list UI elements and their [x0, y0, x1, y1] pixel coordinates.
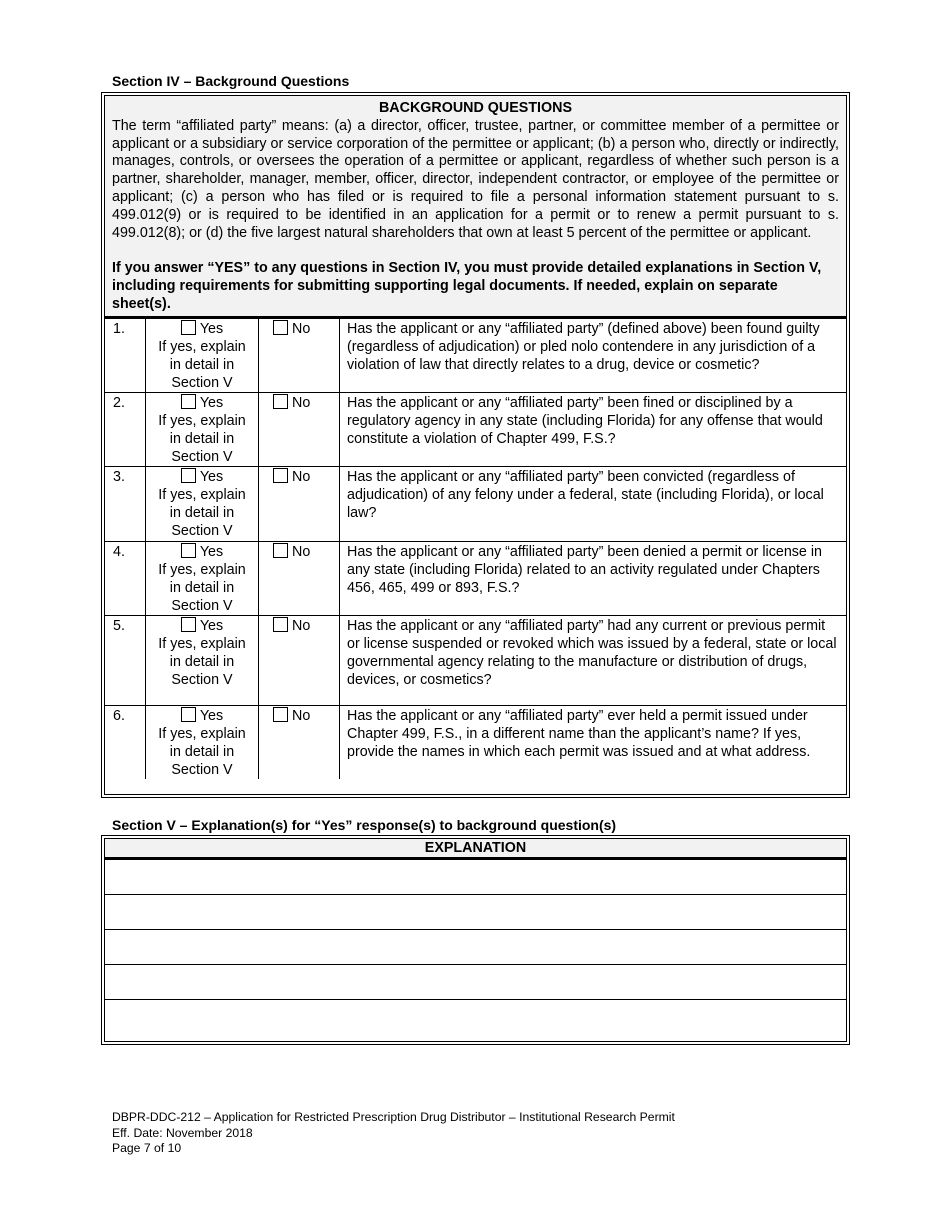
yes-checkbox[interactable] [181, 468, 196, 483]
question-text: Has the applicant or any “affiliated party” been denied a permit or license in any state (including Florida) related to an activity regulated under Chapters 456, 465, 499 or 893, F.S.? [340, 541, 847, 615]
no-label: No [292, 707, 311, 724]
question-text: Has the applicant or any “affiliated party” been fined or disciplined by a regulatory agency in any state (including Florida) for any offense that would constitute a violation of Chapter 499, F.S.? [340, 392, 847, 466]
question-row [105, 392, 846, 466]
explain-note: If yes, explain [158, 486, 246, 503]
question-number: 5. [105, 615, 146, 705]
explain-note: in detail in [169, 356, 235, 373]
yes-cell [146, 392, 259, 466]
yes-label: Yes [199, 394, 224, 411]
no-cell [259, 615, 340, 705]
no-cell [259, 541, 340, 615]
explanation-line[interactable] [105, 965, 846, 1000]
explain-note: If yes, explain [158, 635, 246, 652]
explanation-line[interactable] [105, 930, 846, 965]
explain-note: in detail in [169, 579, 235, 596]
question-row [105, 615, 846, 705]
yes-label: Yes [199, 320, 224, 337]
no-checkbox[interactable] [273, 543, 288, 558]
yes-answer-instruction: If you answer “YES” to any questions in Section IV, you must provide detailed explanations in Section V, including requirements for submitting supporting legal documents. If needed, explain on separate sheet(s). [112, 260, 822, 312]
yes-checkbox[interactable] [181, 320, 196, 335]
question-row [105, 319, 846, 393]
yes-cell [146, 615, 259, 705]
yes-checkbox[interactable] [181, 617, 196, 632]
yes-option[interactable] [150, 707, 254, 725]
background-questions-heading: BACKGROUND QUESTIONS [378, 100, 572, 116]
question-row [105, 541, 846, 615]
question-text: Has the applicant or any “affiliated party” ever held a permit issued under Chapter 499, F.S., in a different name than the applicant’s name? If yes, provide the names in which each permit was issued and at what address. [340, 705, 847, 779]
question-number: 2. [105, 392, 146, 466]
yes-cell [146, 705, 259, 779]
no-label: No [292, 394, 311, 411]
yes-label: Yes [199, 707, 224, 724]
yes-cell [146, 466, 259, 541]
question-number: 6. [105, 705, 146, 779]
no-checkbox[interactable] [273, 617, 288, 632]
question-text: Has the applicant or any “affiliated party” been convicted (regardless of adjudication) of any felony under a federal, state (including Florida), or local law? [340, 466, 847, 541]
question-text: Has the applicant or any “affiliated party” had any current or previous permit or license suspended or revoked which was issued by a federal, state or local governmental agency relating to the manufacture or distribution of drugs, devices, or cosmetics? [340, 615, 847, 705]
yes-option[interactable] [150, 394, 254, 412]
no-label: No [292, 617, 311, 634]
form-identifier: DBPR-DDC-212 – Application for Restricted Prescription Drug Distributor – Institutional Research Permit [112, 1110, 675, 1124]
yes-label: Yes [199, 468, 224, 485]
explain-note: If yes, explain [158, 561, 246, 578]
page-footer [112, 1110, 675, 1157]
yes-label: Yes [199, 617, 224, 634]
section-v-title: Section V – Explanation(s) for “Yes” response(s) to background question(s) [112, 817, 617, 833]
explanation-heading: EXPLANATION [105, 839, 846, 860]
question-number: 4. [105, 541, 146, 615]
explain-note: in detail in [169, 743, 235, 760]
question-row [105, 466, 846, 541]
yes-option[interactable] [150, 468, 254, 486]
section-iv-title: Section IV – Background Questions [112, 73, 350, 89]
explanation-line[interactable] [105, 1000, 846, 1034]
page-number: Page 7 of 10 [112, 1141, 182, 1155]
no-cell [259, 705, 340, 779]
no-checkbox[interactable] [273, 468, 288, 483]
yes-checkbox[interactable] [181, 707, 196, 722]
explain-note: in detail in [169, 653, 235, 670]
explain-note: in detail in [169, 504, 235, 521]
explanation-line[interactable] [105, 860, 846, 895]
no-label: No [292, 468, 311, 485]
no-cell [259, 319, 340, 393]
background-questions-table [105, 319, 846, 779]
yes-option[interactable] [150, 320, 254, 338]
background-questions-box [101, 92, 850, 798]
background-header [105, 96, 846, 319]
explanation-line[interactable] [105, 895, 846, 930]
no-label: No [292, 320, 311, 337]
question-row [105, 705, 846, 779]
explain-note: in detail in [169, 430, 235, 447]
no-checkbox[interactable] [273, 707, 288, 722]
explain-note: If yes, explain [158, 725, 246, 742]
explain-note: Section V [171, 374, 233, 391]
yes-label: Yes [199, 543, 224, 560]
explain-note: Section V [171, 761, 233, 778]
yes-option[interactable] [150, 617, 254, 635]
yes-option[interactable] [150, 543, 254, 561]
no-checkbox[interactable] [273, 394, 288, 409]
explain-note: Section V [171, 597, 233, 614]
question-number: 3. [105, 466, 146, 541]
no-cell [259, 392, 340, 466]
yes-checkbox[interactable] [181, 394, 196, 409]
explanation-box [101, 835, 850, 1045]
explain-note: Section V [171, 522, 233, 539]
question-text: Has the applicant or any “affiliated party” (defined above) been found guilty (regardless of adjudication) or pled nolo contendere in any jurisdiction of a violation of law that directly relates to a drug, device or cosmetic? [340, 319, 847, 393]
explain-note: If yes, explain [158, 412, 246, 429]
question-number: 1. [105, 319, 146, 393]
no-cell [259, 466, 340, 541]
affiliated-party-definition: The term “affiliated party” means: (a) a director, officer, trustee, partner, or committee member of a permittee or applicant or a subsidiary or service corporation of the permittee or applicant; (b) a person who, directly or indirectly, manages, controls, or oversees the operation of a permittee or applicant, regardless of whether such person is a partner, shareholder, manager, member, officer, director, independent contractor, or employee of the permittee or applicant; (c) a person who has filed or is required to file a personal information statement pursuant to s. 499.012(9) or is required to be identified in an application for a permit or to renew a permit pursuant to s. 499.012(8); or (d) the five largest natural shareholders that own at least 5 percent of the permittee or applicant. [112, 117, 839, 241]
no-label: No [292, 543, 311, 560]
explain-note: If yes, explain [158, 338, 246, 355]
yes-cell [146, 319, 259, 393]
no-checkbox[interactable] [273, 320, 288, 335]
yes-checkbox[interactable] [181, 543, 196, 558]
yes-cell [146, 541, 259, 615]
explain-note: Section V [171, 448, 233, 465]
explain-note: Section V [171, 671, 233, 688]
effective-date: Eff. Date: November 2018 [112, 1125, 253, 1140]
